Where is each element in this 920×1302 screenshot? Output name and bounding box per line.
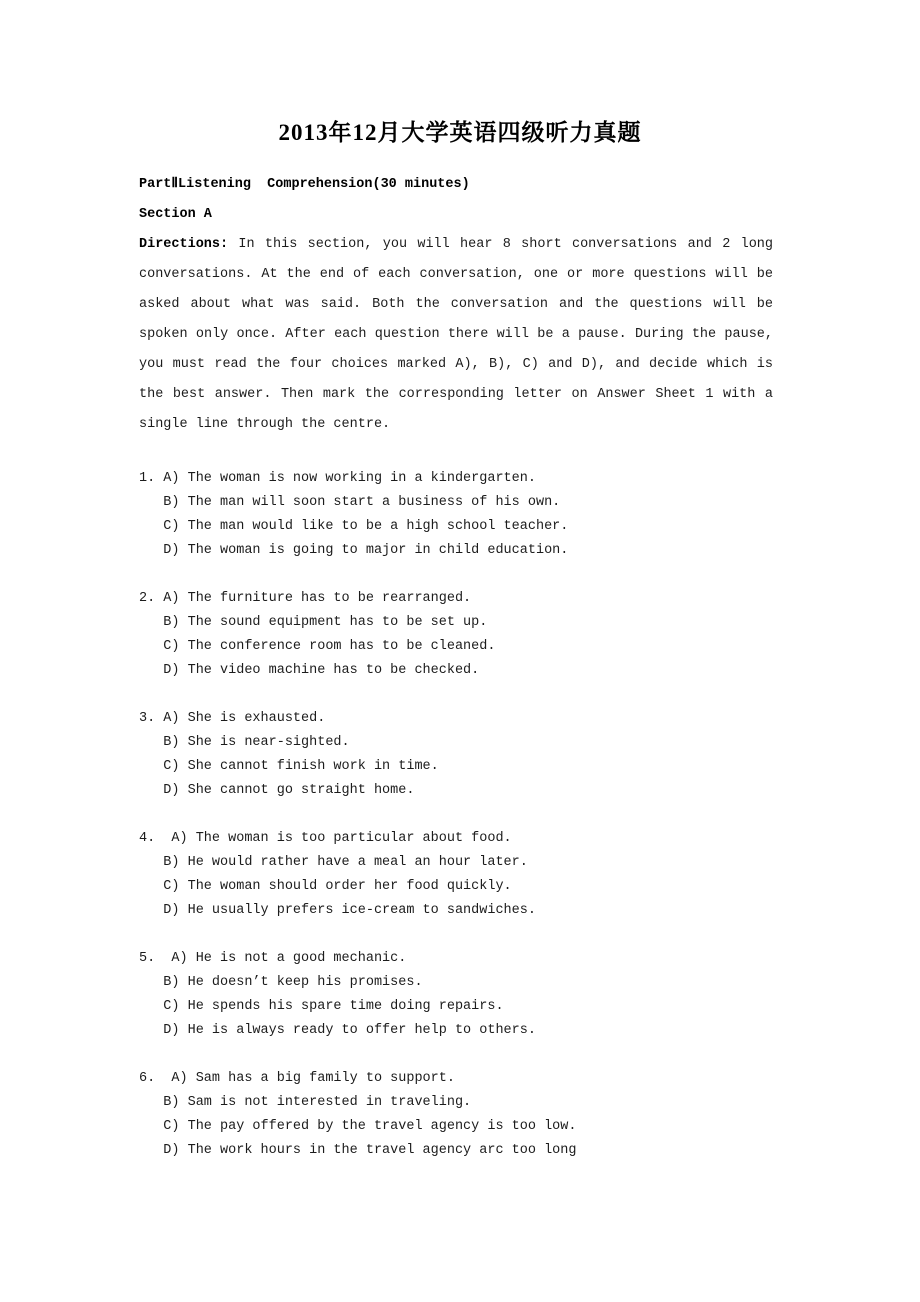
option-line: 2. A) The furniture has to be rearranged. (139, 591, 472, 606)
questions-list (139, 467, 773, 1163)
directions-label: Directions: (139, 237, 229, 252)
option-line: B) The sound equipment has to be set up. (139, 615, 488, 630)
option-line: B) She is near-sighted. (139, 735, 350, 750)
question-block (139, 947, 773, 1043)
option-line: D) He usually prefers ice-cream to sandwiches. (139, 903, 536, 918)
question-block (139, 467, 773, 563)
option-line: C) She cannot finish work in time. (139, 759, 439, 774)
option-line: C) The pay offered by the travel agency is too low. (139, 1119, 577, 1134)
option-line: D) The woman is going to major in child education. (139, 543, 569, 558)
section-heading: Section A (139, 207, 212, 222)
option-line: C) The conference room has to be cleaned. (139, 639, 496, 654)
directions-line: the best answer. Then mark the corresponding letter on Answer Sheet 1 with a (139, 387, 773, 402)
page-title: 2013年12月大学英语四级听力真题 (278, 120, 642, 145)
directions-lines (139, 230, 773, 440)
directions-line: Directions: In this section, you will hear 8 short conversations and 2 long (139, 237, 773, 252)
directions-line: single line through the centre. (139, 417, 391, 432)
directions-paragraph (139, 230, 773, 440)
option-line: D) The video machine has to be checked. (139, 663, 480, 678)
option-line: C) The woman should order her food quickly. (139, 879, 512, 894)
question-block (139, 827, 773, 923)
question-block (139, 1067, 773, 1163)
option-line: B) The man will soon start a business of his own. (139, 495, 561, 510)
option-line: 5. A) He is not a good mechanic. (139, 951, 407, 966)
option-line: B) He doesn’t keep his promises. (139, 975, 423, 990)
question-block (139, 587, 773, 683)
option-line: C) He spends his spare time doing repairs. (139, 999, 504, 1014)
option-line: B) Sam is not interested in traveling. (139, 1095, 472, 1110)
directions-line: you must read the four choices marked A), B), C) and D), and decide which is (139, 357, 773, 372)
directions-line: spoken only once. After each question there will be a pause. During the pause, (139, 327, 773, 342)
option-line: 6. A) Sam has a big family to support. (139, 1071, 455, 1086)
option-line: D) The work hours in the travel agency arc too long (139, 1143, 577, 1158)
question-block (139, 707, 773, 803)
option-line: 3. A) She is exhausted. (139, 711, 326, 726)
directions-line: conversations. At the end of each conversation, one or more questions will be (139, 267, 773, 282)
directions-line: asked about what was said. Both the conversation and the questions will be (139, 297, 773, 312)
option-line: C) The man would like to be a high school teacher. (139, 519, 569, 534)
option-line: 4. A) The woman is too particular about food. (139, 831, 512, 846)
option-line: D) She cannot go straight home. (139, 783, 415, 798)
option-line: B) He would rather have a meal an hour later. (139, 855, 528, 870)
part-heading: PartⅡListening Comprehension(30 minutes) (139, 177, 470, 192)
document-body (139, 170, 773, 1163)
option-line: D) He is always ready to offer help to others. (139, 1023, 536, 1038)
option-line: 1. A) The woman is now working in a kindergarten. (139, 471, 536, 486)
